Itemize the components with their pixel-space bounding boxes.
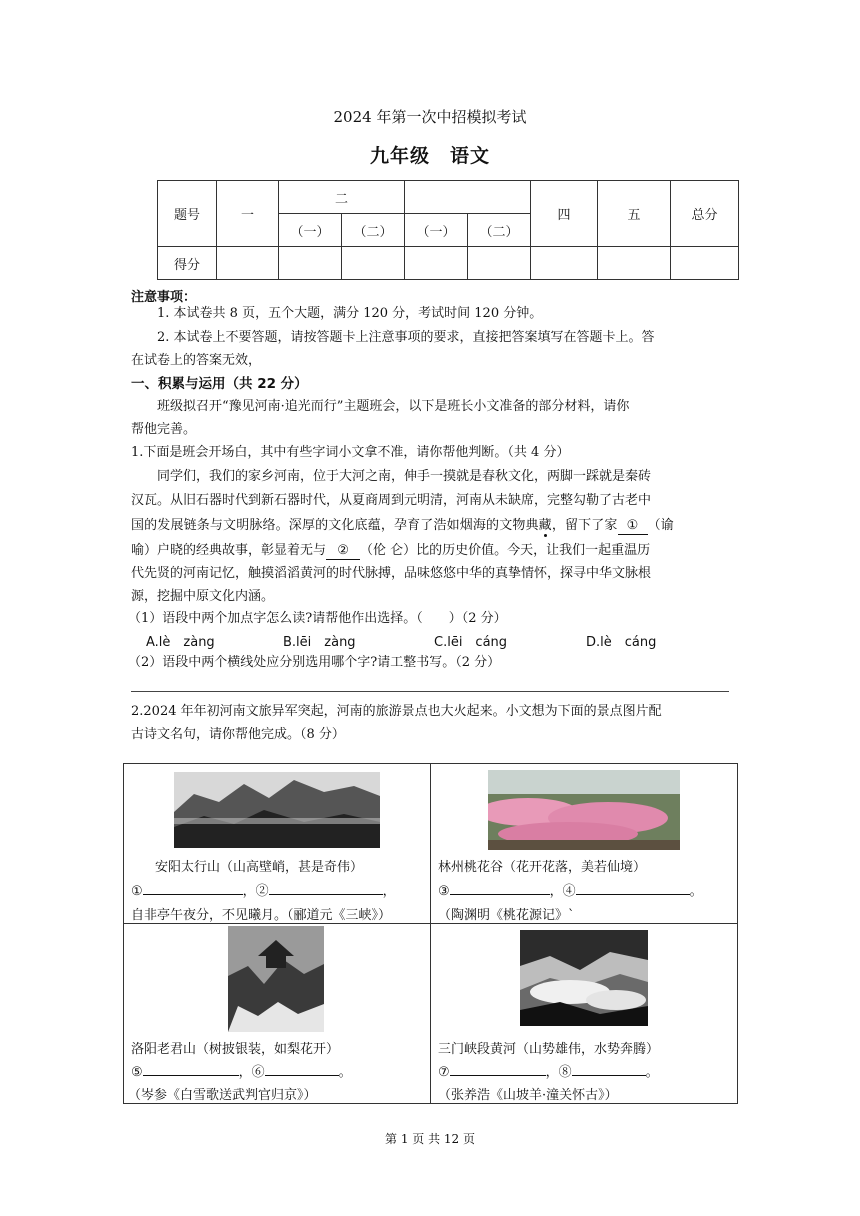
passage-text: （谕 bbox=[647, 518, 674, 533]
answer-blank[interactable] bbox=[572, 1075, 646, 1076]
passage-text: 喻）户晓的经典故事，彰显着无与 bbox=[131, 543, 327, 558]
option-a[interactable]: A.lè zàng bbox=[146, 635, 215, 650]
cell-answer-line: ① ，② ， bbox=[131, 884, 396, 899]
score-cell[interactable] bbox=[217, 247, 279, 280]
answer-blank[interactable] bbox=[269, 894, 383, 895]
answer-blank[interactable] bbox=[143, 894, 243, 895]
score-cell[interactable] bbox=[279, 247, 342, 280]
passage-line bbox=[131, 515, 731, 537]
section-heading: 一、积累与运用（共 22 分） bbox=[131, 376, 308, 392]
cell-source: （陶渊明《桃花源记》` bbox=[438, 908, 575, 923]
sub-col-1: （一） bbox=[279, 214, 342, 247]
cell-taohua bbox=[431, 764, 738, 924]
sub-col-4: （二） bbox=[468, 214, 531, 247]
answer-blank[interactable] bbox=[143, 1075, 239, 1076]
score-cell[interactable] bbox=[468, 247, 531, 280]
yellow-river-image bbox=[520, 930, 648, 1026]
question-2: 2.2024 年年初河南文旅异军突起，河南的旅游景点也大火起来。小文想为下面的景点图片配 bbox=[131, 704, 662, 719]
cell-title: 林州桃花谷（花开花落，美若仙境） bbox=[438, 860, 647, 875]
score-cell[interactable] bbox=[531, 247, 598, 280]
blank-1[interactable]: ① bbox=[618, 518, 648, 535]
col-one: 一 bbox=[217, 181, 279, 247]
notice-item-2: 2. 本试卷上不要答题，请按答题卡上注意事项的要求，直接把答案填写在答题卡上。答 bbox=[157, 330, 655, 345]
answer-blank[interactable] bbox=[576, 894, 690, 895]
notice-item-2-cont: 在试卷上的答案无效， bbox=[131, 353, 262, 368]
option-d[interactable]: D.lè cáng bbox=[586, 635, 657, 650]
score-cell[interactable] bbox=[598, 247, 671, 280]
taihang-mountain-image bbox=[174, 772, 380, 848]
col-total: 总分 bbox=[671, 181, 739, 247]
row-label-number: 题号 bbox=[158, 181, 217, 247]
cell-answer-line: ⑦ ，⑧ 。 bbox=[438, 1065, 659, 1080]
row-label-score: 得分 bbox=[158, 247, 217, 280]
section-intro: 班级拟召开“豫见河南·追光而行”主题班会，以下是班长小文准备的部分材料，请你 bbox=[157, 399, 630, 414]
cell-laojun bbox=[124, 924, 431, 1104]
cell-title: 洛阳老君山（树披银装，如梨花开） bbox=[131, 1042, 340, 1057]
section-intro-cont: 帮他完善。 bbox=[131, 422, 197, 437]
score-cell[interactable] bbox=[671, 247, 739, 280]
cell-source: （岑参《白雪歌送武判官归京》） bbox=[128, 1088, 317, 1103]
cell-answer-line: ⑤ ，⑥ 。 bbox=[131, 1065, 352, 1080]
dotted-char: 藏 bbox=[538, 518, 552, 533]
question-1: 1.下面是班会开场白，其中有些字词小文拿不准，请你帮他判断。（共 4 分） bbox=[131, 445, 570, 460]
col-five: 五 bbox=[598, 181, 671, 247]
score-table bbox=[157, 180, 739, 280]
exam-title: 2024 年第一次中招模拟考试 bbox=[333, 108, 527, 126]
cell-source: （张养浩《山坡羊·潼关怀古》） bbox=[438, 1088, 618, 1103]
option-b[interactable]: B.lēi zàng bbox=[283, 635, 356, 650]
scenery-table bbox=[123, 763, 738, 1104]
sub-col-2: （二） bbox=[342, 214, 405, 247]
passage-text: （伦 仑）比的历史价值。今天，让我们一起重温历 bbox=[360, 543, 651, 558]
sub-question-2: （2）语段中两个横线处应分别选用哪个字?请工整书写。（2 分） bbox=[128, 655, 501, 670]
passage-line: 代先贤的河南记忆，触摸滔滔黄河的时代脉搏，品味悠悠中华的真挚情怀，探寻中华文脉根 bbox=[131, 566, 652, 581]
page-footer: 第 1 页 共 12 页 bbox=[385, 1132, 475, 1146]
blank-2[interactable]: ② bbox=[326, 543, 360, 560]
cell-taihang bbox=[124, 764, 431, 924]
passage-text: 国的发展链条与文明脉络。深厚的文化底蕴，孕育了浩如烟海的文物典 bbox=[131, 518, 539, 533]
col-three bbox=[405, 181, 531, 214]
passage-text: ，留下了家 bbox=[551, 518, 618, 533]
answer-line[interactable] bbox=[131, 691, 729, 692]
cell-answer-line: ③ ，④ 。 bbox=[438, 884, 703, 899]
answer-blank[interactable] bbox=[450, 894, 550, 895]
passage-line: 同学们，我们的家乡河南，位于大河之南，伸手一摸就是春秋文化，两脚一踩就是秦砖 bbox=[157, 469, 652, 484]
notice-heading: 注意事项： bbox=[131, 290, 197, 305]
laojun-mountain-image bbox=[228, 926, 324, 1032]
answer-blank[interactable] bbox=[265, 1075, 339, 1076]
cell-huanghe bbox=[431, 924, 738, 1104]
sub-question-1: （1）语段中两个加点字怎么读?请帮他作出选择。（ ）（2 分） bbox=[128, 611, 507, 626]
exam-subtitle: 九年级 语文 bbox=[369, 145, 490, 167]
sub-col-3: （一） bbox=[405, 214, 468, 247]
score-cell[interactable] bbox=[405, 247, 468, 280]
cell-title: 三门峡段黄河（山势雄伟，水势奔腾） bbox=[438, 1042, 660, 1057]
col-two: 二 bbox=[279, 181, 405, 214]
passage-line: 源，挖掘中原文化内涵。 bbox=[131, 589, 275, 604]
cell-source: 自非亭午夜分，不见曦月。（郦道元《三峡》） bbox=[131, 908, 392, 923]
answer-blank[interactable] bbox=[450, 1075, 546, 1076]
col-four: 四 bbox=[531, 181, 598, 247]
peach-blossom-image bbox=[488, 770, 680, 850]
option-c[interactable]: C.lēi cáng bbox=[434, 635, 508, 650]
notice-item-1: 1. 本试卷共 8 页，五个大题，满分 120 分，考试时间 120 分钟。 bbox=[157, 306, 543, 321]
passage-line: 汉瓦。从旧石器时代到新石器时代，从夏商周到元明清，河南从未缺席，完整勾勒了古老中 bbox=[131, 493, 652, 508]
question-2-cont: 古诗文名句，请你帮他完成。（8 分） bbox=[131, 727, 345, 742]
score-cell[interactable] bbox=[342, 247, 405, 280]
passage-line bbox=[131, 540, 731, 562]
cell-title: 安阳太行山（山高壁峭，甚是奇伟） bbox=[155, 860, 364, 875]
